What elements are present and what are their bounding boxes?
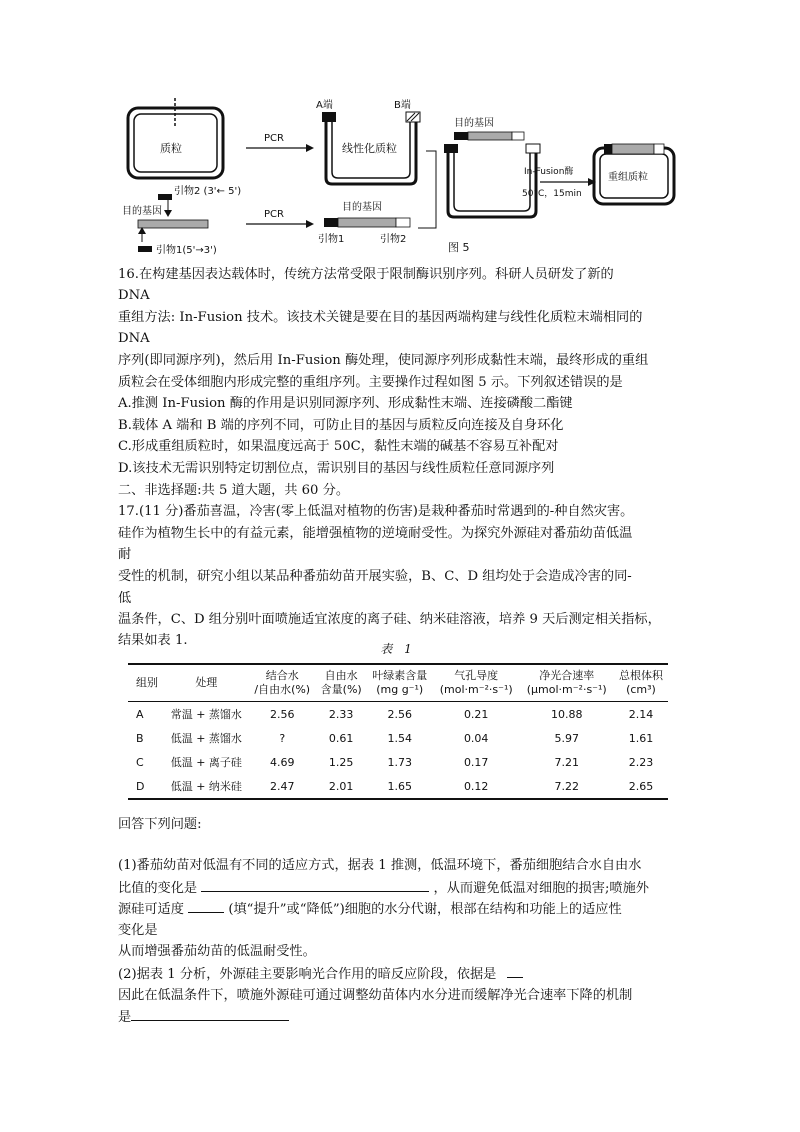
a-end-block <box>322 112 336 122</box>
cell: D <box>136 779 145 793</box>
q16-line-3: 重组方法: In-Fusion 技术。该技术关键是要在目的基因两端构建与线性化质粒末端相同的 <box>118 310 643 325</box>
col-header: 结合水 /自由水(%) <box>254 669 311 696</box>
cell: 1.61 <box>628 731 654 745</box>
cell: 2.65 <box>628 779 654 793</box>
cell: 1.54 <box>387 731 412 745</box>
enzyme-label: In-Fusion酶 <box>524 167 574 177</box>
q17-1-line-3 <box>118 900 622 919</box>
target-gene-mid-label: 目的基因 <box>454 118 494 129</box>
cell: 2.23 <box>628 755 654 769</box>
q17-2-text-a: (2)据表 1 分析，外源硅主要影响光合作用的暗反应阶段，依据是 <box>118 967 497 982</box>
figure-caption: 图 5 <box>448 241 470 254</box>
col-header: 叶绿素含量 (mg g⁻¹) <box>372 669 428 696</box>
table-row <box>128 702 668 727</box>
data-table <box>128 663 668 800</box>
q17-1-text-c: 源硅可适度 <box>118 902 184 917</box>
table-row <box>128 726 668 750</box>
q16-line-2: DNA <box>118 288 150 303</box>
cell: 常温 + 蒸馏水 <box>170 708 242 721</box>
cell: 1.65 <box>387 779 412 793</box>
cell: 0.12 <box>463 779 489 793</box>
pcr-bottom-label: PCR <box>264 209 284 220</box>
q16-line-1: 16.在构建基因表达载体时，传统方法常受限于限制酶识别序列。科研人员研发了新的 <box>118 267 614 282</box>
cell: 2.14 <box>628 707 654 721</box>
plasmid-label: 质粒 <box>160 142 182 155</box>
cell: 2.01 <box>328 779 354 793</box>
target-gene-bar <box>138 220 208 228</box>
table-row <box>128 750 668 774</box>
linear-plasmid-label: 线性化质粒 <box>342 142 397 155</box>
q17-1-text-b: ，从而避免低温对细胞的损害;喷施外 <box>433 881 649 896</box>
table-1 <box>128 640 668 800</box>
cell: 0.61 <box>328 731 354 745</box>
q17-1-text-d: (填“提升”或“降低”)细胞的水分代谢，根部在结构和功能上的适应性 <box>228 902 622 917</box>
primer2-label: 引物2 (3'← 5') <box>174 186 242 197</box>
cell: B <box>136 731 144 745</box>
q17-line-1: 17.(11 分)番茄喜温，冷害(零上低温对植物的伤害)是栽种番茄时常遇到的-种自然灾害。 <box>118 504 634 519</box>
q16-option-c: C.形成重组质粒时，如果温度远高于 50C，黏性末端的碱基不容易互补配对 <box>118 439 559 454</box>
cell: 2.33 <box>328 707 354 721</box>
q16-line-6: 质粒会在受体细胞内形成完整的重组序列。主要操作过程如图 5 示。下列叙述错误的是 <box>118 375 623 390</box>
q17-2-line-1 <box>118 965 523 984</box>
cell: 2.56 <box>269 707 295 721</box>
cell: 低温 + 离子硅 <box>170 756 242 769</box>
answer-blank-2[interactable] <box>188 900 224 913</box>
cell: 0.04 <box>463 731 489 745</box>
cell: 7.22 <box>554 779 579 793</box>
col-header: 总根体积 (cm³) <box>618 669 663 696</box>
cell: 4.69 <box>269 755 295 769</box>
col-header: 净光合速率 (μmol·m⁻²·s⁻¹) <box>526 669 607 696</box>
table-caption: 表 1 <box>380 642 416 656</box>
answer-blank-1[interactable] <box>201 879 429 892</box>
conditions-label: 50°C，15min <box>522 189 582 199</box>
q17-line-4: 受性的机制，研究小组以某品种番茄幼苗开展实验，B、C、D 组均处于会造成冷害的同- <box>118 569 632 584</box>
pcr-top-label: PCR <box>264 133 284 144</box>
table-row <box>128 774 668 799</box>
q16-line-4: DNA <box>118 331 150 346</box>
table-header-row <box>128 664 668 702</box>
q17-2-line-3 <box>118 1008 289 1027</box>
answer-prompt: 回答下列问题: <box>118 817 202 832</box>
q17-1-line-5: 从而增强番茄幼苗的低温耐受性。 <box>118 944 316 959</box>
primer2-bottom-label: 引物2 <box>380 234 407 245</box>
col-header: 处理 <box>195 676 218 689</box>
cell: 2.47 <box>269 779 295 793</box>
a-end-label: A端 <box>316 100 333 111</box>
q17-line-2: 硅作为植物生长中的有益元素，能增强植物的逆境耐受性。为探究外源硅对番茄幼苗低温 <box>118 526 633 541</box>
q17-2-text-b: 是 <box>118 1010 132 1025</box>
answer-blank-3[interactable] <box>507 965 523 978</box>
recombinant-label: 重组质粒 <box>608 172 648 183</box>
cell: ? <box>279 731 286 745</box>
col-header: 气孔导度 (mol·m⁻²·s⁻¹) <box>439 669 513 696</box>
cell: 2.56 <box>387 707 412 721</box>
cell: 0.17 <box>463 755 489 769</box>
q16-line-5: 序列(即同源序列)，然后用 In-Fusion 酶处理，使同源序列形成黏性末端，最终形成的重组 <box>118 353 649 368</box>
cell: 低温 + 纳米硅 <box>170 780 242 793</box>
q17-1-line-2 <box>118 879 649 898</box>
q17-1-line-4: 变化是 <box>118 923 158 938</box>
target-gene-right-label: 目的基因 <box>342 202 382 213</box>
col-header: 组别 <box>136 676 158 689</box>
cell: 7.21 <box>554 755 579 769</box>
q16-option-a: A.推测 In-Fusion 酶的作用是识别同源序列、形成黏性末端、连接磷酸二酯键 <box>118 396 573 411</box>
cell: 1.25 <box>328 755 354 769</box>
q17-1-line-1: (1)番茄幼苗对低温有不同的适应方式，据表 1 推测，低温环境下，番茄细胞结合水自由水 <box>118 858 642 873</box>
col-header: 自由水 含量(%) <box>320 669 362 696</box>
figure-5 <box>118 96 678 261</box>
primer1-label: 引物1(5'→3') <box>156 245 217 256</box>
section-2-heading: 二、非选择题:共 5 道大题，共 60 分。 <box>118 483 350 498</box>
q17-1-text-a: 比值的变化是 <box>118 881 198 896</box>
cell: 0.21 <box>463 707 489 721</box>
b-end-label: B端 <box>394 100 411 111</box>
target-gene-left-label: 目的基因 <box>122 206 162 217</box>
q17-line-3: 耐 <box>118 547 132 562</box>
q17-line-7: 结果如表 1. <box>118 633 188 648</box>
answer-blank-4[interactable] <box>131 1008 289 1021</box>
primer1-bottom-label: 引物1 <box>318 234 345 245</box>
cell: 5.97 <box>554 731 579 745</box>
in-fusion-diagram <box>118 96 678 261</box>
cell: C <box>136 755 144 769</box>
cell: 1.73 <box>387 755 412 769</box>
q17-2-line-2: 因此在低温条件下，喷施外源硅可通过调整幼苗体内水分进而缓解净光合速率下降的机制 <box>118 988 633 1003</box>
q17-line-5: 低 <box>118 591 132 606</box>
cell: 低温 + 蒸馏水 <box>170 732 242 745</box>
q16-option-b: B.载体 A 端和 B 端的序列不同，可防止目的基因与质粒反向连接及自身环化 <box>118 418 564 433</box>
q17-line-6: 温条件，C、D 组分别叶面喷施适宜浓度的离子硅、纳米硅溶液，培养 9 天后测定相关指标， <box>118 612 661 627</box>
q16-option-d: D.该技术无需识别特定切割位点，需识别目的基因与线性质粒任意同源序列 <box>118 461 555 476</box>
cell: 10.88 <box>550 707 583 721</box>
cell: A <box>136 707 144 721</box>
